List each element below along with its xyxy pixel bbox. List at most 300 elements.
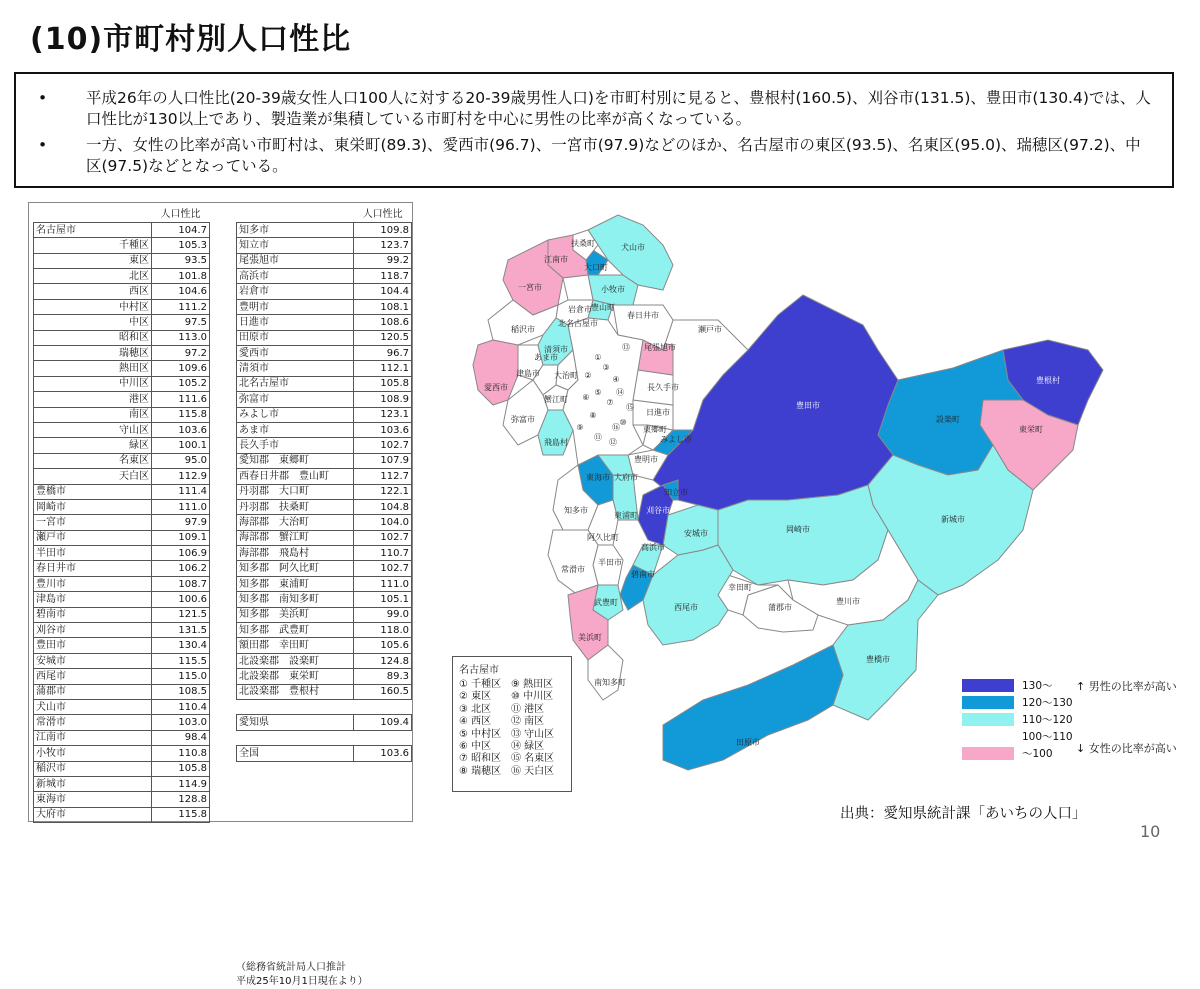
cell-name: 昭和区 <box>34 330 152 345</box>
cell-value: 110.7 <box>354 546 412 561</box>
table-row <box>237 638 412 653</box>
ward-legend-item: ① 千種区 <box>459 679 502 690</box>
cell-value: 109.8 <box>354 222 412 237</box>
cell-name: 豊橋市 <box>34 484 152 499</box>
table-row <box>237 222 412 237</box>
cell-value: 115.0 <box>152 669 210 684</box>
map-label: 大府市 <box>614 473 638 482</box>
source-citation: 出典：愛知県統計課「あいちの人口」 <box>840 806 1087 822</box>
ward-legend-item: ⑧ 瑞穂区 <box>459 765 502 777</box>
page-title: (10)市町村別人口性比 <box>30 22 352 57</box>
summary-box <box>14 72 1174 188</box>
table-row <box>34 715 210 730</box>
table-row <box>34 484 210 499</box>
cell-name: みよし市 <box>237 407 354 422</box>
table-row <box>34 700 210 715</box>
cell-name: 知多郡 東浦町 <box>237 576 354 591</box>
table-row <box>34 730 210 745</box>
cell-name: 大府市 <box>34 807 152 822</box>
cell-name: 守山区 <box>34 422 152 437</box>
cell-value: 118.7 <box>354 269 412 284</box>
cell-value: 103.0 <box>152 715 210 730</box>
table-row <box>237 623 412 638</box>
table-row <box>34 222 210 237</box>
color-legend <box>962 678 1177 763</box>
table-row <box>237 376 412 391</box>
nagoya-city-region <box>563 318 643 465</box>
table-row <box>34 315 210 330</box>
map-label: 弥富市 <box>511 415 535 424</box>
sex-ratio-table-left <box>33 207 210 823</box>
cell-value: 99.2 <box>354 253 412 268</box>
blank-row <box>237 730 412 745</box>
color-legend-row <box>962 695 1092 710</box>
cell-value: 109.4 <box>354 715 412 730</box>
cell-name: 一宮市 <box>34 515 152 530</box>
map-region <box>473 340 518 405</box>
cell-name: 瀬戸市 <box>34 530 152 545</box>
table-row <box>237 576 412 591</box>
cell-value: 97.5 <box>152 315 210 330</box>
ward-marker: ② <box>584 371 592 380</box>
bullet: • <box>38 89 48 107</box>
female-higher-note: ↓ 女性の比率が高い <box>1076 742 1177 755</box>
cell-name: 緑区 <box>34 438 152 453</box>
table-row <box>237 392 412 407</box>
cell-value: 105.8 <box>354 376 412 391</box>
table-row <box>34 453 210 468</box>
map-label: 岡崎市 <box>786 525 810 534</box>
cell-value <box>354 700 412 715</box>
table-header-row <box>34 207 210 222</box>
color-swatch <box>962 679 1014 692</box>
ward-marker: ⑦ <box>606 398 614 407</box>
ward-legend-item: ⑥ 中区 <box>459 741 492 753</box>
table-row <box>34 807 210 822</box>
cell-name: 中村区 <box>34 299 152 314</box>
cell-name: 常滑市 <box>34 715 152 730</box>
ward-marker: ⑯ <box>612 423 620 432</box>
cell-value: 108.5 <box>152 684 210 699</box>
ward-legend-column <box>511 679 563 778</box>
ward-marker: ⑬ <box>622 343 630 352</box>
summary-text: 平成26年の人口性比(20-39歳女性人口100人に対する20-39歳男性人口)を市町村別に見ると、豊根村(160.5)、刈谷市(131.5)、豊田市(130.4)では、人口性比が130以上であり、製造業が集積している市町村を中心に男性の比率が高くなっている。 <box>86 89 1151 128</box>
cell-value: 112.1 <box>354 361 412 376</box>
cell-value: 123.7 <box>354 238 412 253</box>
ward-legend-item: ③ 北区 <box>459 703 492 715</box>
map-label: みよし市 <box>660 435 692 444</box>
cell-value: 97.2 <box>152 346 210 361</box>
map-label: 碧南市 <box>631 570 655 579</box>
table-row <box>237 253 412 268</box>
cell-name: 北設楽郡 東栄町 <box>237 669 354 684</box>
map-label: 知多市 <box>564 506 588 515</box>
table-row <box>237 453 412 468</box>
map-label: 蟹江町 <box>544 395 568 404</box>
cell-value: 100.1 <box>152 438 210 453</box>
table-row <box>237 315 412 330</box>
cell-value: 124.8 <box>354 653 412 668</box>
table-row <box>237 422 412 437</box>
cell-value: 109.1 <box>152 530 210 545</box>
table-row <box>237 653 412 668</box>
ward-legend-item: ⑦ 昭和区 <box>459 753 502 765</box>
map-label: 東栄町 <box>1019 425 1043 434</box>
summary-item <box>34 88 1154 130</box>
map-label: 犬山市 <box>621 243 645 252</box>
cell-value: 96.7 <box>354 346 412 361</box>
map-label: 蒲郡市 <box>768 603 792 612</box>
ward-legend-item: ④ 西区 <box>459 716 492 728</box>
map-label: 東海市 <box>586 473 610 482</box>
table-row <box>34 238 210 253</box>
table-row <box>237 607 412 622</box>
map-label: 阿久比町 <box>587 533 619 542</box>
color-legend-label: 110～120 <box>1022 714 1073 726</box>
cell-value: 95.0 <box>152 453 210 468</box>
table-row <box>34 561 210 576</box>
cell-name <box>237 730 354 745</box>
cell-value: 108.9 <box>354 392 412 407</box>
ward-legend-item: ⑮ 名東区 <box>511 753 555 765</box>
cell-value: 111.0 <box>354 576 412 591</box>
cell-value: 111.0 <box>152 499 210 514</box>
note-line: （総務省統計局人口推計 <box>236 962 346 973</box>
ward-legend-item: ⑯ 天白区 <box>511 765 555 777</box>
bullet: • <box>38 136 48 154</box>
table-row <box>34 530 210 545</box>
table-row <box>237 684 412 699</box>
sex-ratio-table-right <box>236 207 412 762</box>
cell-name: 長久手市 <box>237 438 354 453</box>
cell-name: 港区 <box>34 392 152 407</box>
table-row <box>237 269 412 284</box>
table-row <box>237 238 412 253</box>
cell-value: 人口性比 <box>152 207 210 222</box>
map-label: 高浜市 <box>641 543 665 552</box>
color-legend-row <box>962 746 1092 761</box>
cell-value: 105.1 <box>354 592 412 607</box>
table-row <box>34 330 210 345</box>
table-row <box>237 484 412 499</box>
summary-item <box>34 135 1154 177</box>
ward-legend-item: ⑪ 港区 <box>511 703 545 715</box>
map-label: 新城市 <box>941 515 965 524</box>
ward-legend-item: ⑤ 中村区 <box>459 728 502 740</box>
cell-name: 知多郡 阿久比町 <box>237 561 354 576</box>
map-label: 知立市 <box>664 488 688 497</box>
cell-value: 111.6 <box>152 392 210 407</box>
color-legend-row <box>962 712 1092 727</box>
table-row <box>34 746 210 761</box>
color-legend-row <box>962 729 1092 744</box>
cell-value: 112.9 <box>152 469 210 484</box>
cell-name: 豊川市 <box>34 576 152 591</box>
ward-legend-item: ⑩ 中川区 <box>511 691 554 703</box>
cell-name: 丹羽郡 大口町 <box>237 484 354 499</box>
ward-marker: ⑭ <box>616 388 624 397</box>
cell-name <box>237 207 354 222</box>
map-label: 稲沢市 <box>511 325 535 334</box>
table-row <box>34 269 210 284</box>
cell-name: 西春日井郡 豊山町 <box>237 469 354 484</box>
table-row <box>237 438 412 453</box>
cell-value: 115.8 <box>152 807 210 822</box>
cell-name: 碧南市 <box>34 607 152 622</box>
cell-name: 海部郡 飛島村 <box>237 546 354 561</box>
table-row <box>34 761 210 776</box>
cell-name: 知多郡 南知多町 <box>237 592 354 607</box>
cell-name: 南区 <box>34 407 152 422</box>
map-label: 設楽町 <box>936 415 960 424</box>
blank-row <box>237 700 412 715</box>
cell-name: 知立市 <box>237 238 354 253</box>
cell-name <box>34 207 152 222</box>
cell-value: 102.7 <box>354 438 412 453</box>
cell-name: 西区 <box>34 284 152 299</box>
cell-value: 93.5 <box>152 253 210 268</box>
data-source-note <box>236 961 368 989</box>
map-label: 西尾市 <box>674 603 698 612</box>
cell-value: 105.3 <box>152 238 210 253</box>
table-row <box>34 438 210 453</box>
map-label: 豊根村 <box>1036 376 1060 385</box>
cell-value: 104.6 <box>152 284 210 299</box>
cell-name: あま市 <box>237 422 354 437</box>
cell-value: 122.1 <box>354 484 412 499</box>
color-swatch <box>962 730 1014 743</box>
cell-value: 112.7 <box>354 469 412 484</box>
cell-value: 99.0 <box>354 607 412 622</box>
ward-marker: ⑩ <box>619 418 627 427</box>
map-label: 瀬戸市 <box>698 325 722 334</box>
cell-value: 102.7 <box>354 530 412 545</box>
cell-name: 高浜市 <box>237 269 354 284</box>
cell-value: 115.5 <box>152 653 210 668</box>
table-row <box>34 407 210 422</box>
color-legend-label: 120～130 <box>1022 697 1073 709</box>
cell-name: 知多郡 美浜町 <box>237 607 354 622</box>
cell-value: 103.6 <box>354 422 412 437</box>
table-row <box>34 469 210 484</box>
ward-legend-item: ② 東区 <box>459 691 492 703</box>
table-row <box>34 638 210 653</box>
cell-name: 天白区 <box>34 469 152 484</box>
cell-name: 岡崎市 <box>34 499 152 514</box>
cell-value: 110.4 <box>152 700 210 715</box>
ward-legend-item: ⑭ 緑区 <box>511 741 545 753</box>
table-row <box>237 546 412 561</box>
cell-name: 犬山市 <box>34 700 152 715</box>
cell-name: 北設楽郡 設楽町 <box>237 653 354 668</box>
table-row <box>34 669 210 684</box>
cell-value: 108.6 <box>354 315 412 330</box>
cell-value: 108.1 <box>354 299 412 314</box>
cell-name <box>237 700 354 715</box>
table-row <box>237 592 412 607</box>
table-header-row <box>237 207 412 222</box>
table-row <box>34 422 210 437</box>
table-row <box>34 299 210 314</box>
table-row <box>34 284 210 299</box>
cell-name: 愛知県 <box>237 715 354 730</box>
color-swatch <box>962 713 1014 726</box>
ward-marker: ⑥ <box>582 393 590 402</box>
cell-value: 115.8 <box>152 407 210 422</box>
cell-value: 130.4 <box>152 638 210 653</box>
table-row <box>237 669 412 684</box>
map-label: あま市 <box>534 353 558 362</box>
table-row <box>34 684 210 699</box>
cell-name: 愛西市 <box>237 346 354 361</box>
cell-value: 114.9 <box>152 776 210 791</box>
table-row <box>34 499 210 514</box>
cell-name: 知多郡 武豊町 <box>237 623 354 638</box>
cell-value: 89.3 <box>354 669 412 684</box>
map-label: 豊山町 <box>591 303 615 312</box>
cell-value: 104.8 <box>354 499 412 514</box>
map-label: 一宮市 <box>518 283 542 292</box>
ward-legend-item: ⑬ 守山区 <box>511 728 555 740</box>
table-row <box>34 592 210 607</box>
table-row <box>34 392 210 407</box>
map-region <box>563 275 593 300</box>
cell-name: 豊田市 <box>34 638 152 653</box>
cell-name: 熱田区 <box>34 361 152 376</box>
cell-value: 106.9 <box>152 546 210 561</box>
cell-name: 丹羽郡 扶桑町 <box>237 499 354 514</box>
cell-name: 全国 <box>237 746 354 761</box>
cell-value: 100.6 <box>152 592 210 607</box>
table-row <box>34 376 210 391</box>
cell-name: 田原市 <box>237 330 354 345</box>
map-label: 南知多町 <box>594 678 626 687</box>
cell-value: 105.6 <box>354 638 412 653</box>
cell-value: 97.9 <box>152 515 210 530</box>
map-label: 豊明市 <box>634 455 658 464</box>
cell-name: 北名古屋市 <box>237 376 354 391</box>
ward-legend-title: 名古屋市 <box>459 665 499 676</box>
cell-value: 118.0 <box>354 623 412 638</box>
ward-marker: ④ <box>612 375 620 384</box>
map-label: 扶桑町 <box>571 239 595 248</box>
table-row <box>34 515 210 530</box>
table-row <box>237 284 412 299</box>
cell-name: 瑞穂区 <box>34 346 152 361</box>
table-row <box>34 607 210 622</box>
map-label: 東浦町 <box>614 511 638 520</box>
table-row <box>237 361 412 376</box>
cell-name: 弥富市 <box>237 392 354 407</box>
color-legend-label: 130～ <box>1022 680 1053 692</box>
cell-name: 海部郡 蟹江町 <box>237 530 354 545</box>
cell-value: 120.5 <box>354 330 412 345</box>
ward-marker: ⑨ <box>576 423 584 432</box>
male-higher-note: ↑ 男性の比率が高い <box>1076 680 1177 693</box>
map-label: 田原市 <box>736 738 760 747</box>
cell-name: 額田郡 幸田町 <box>237 638 354 653</box>
cell-name: 清須市 <box>237 361 354 376</box>
cell-name: 東区 <box>34 253 152 268</box>
color-legend-label: ～100 <box>1022 748 1053 760</box>
nagoya-ward-legend <box>452 656 572 792</box>
ward-marker: ⑤ <box>594 388 602 397</box>
ward-marker: ⑮ <box>626 403 634 412</box>
cell-value: 109.6 <box>152 361 210 376</box>
map-label: 大治町 <box>554 371 578 380</box>
cell-name: 海部郡 大治町 <box>237 515 354 530</box>
cell-name: 半田市 <box>34 546 152 561</box>
cell-name: 春日井市 <box>34 561 152 576</box>
map-label: 津島市 <box>516 369 540 378</box>
cell-name: 愛知郡 東郷町 <box>237 453 354 468</box>
cell-value: 103.6 <box>152 422 210 437</box>
cell-name: 北設楽郡 豊根村 <box>237 684 354 699</box>
cell-name: 豊明市 <box>237 299 354 314</box>
table-row <box>237 530 412 545</box>
table-row <box>34 792 210 807</box>
cell-value: 111.4 <box>152 484 210 499</box>
cell-name: 中川区 <box>34 376 152 391</box>
cell-value: 98.4 <box>152 730 210 745</box>
map-region <box>663 645 843 770</box>
cell-value: 104.4 <box>354 284 412 299</box>
cell-name: 安城市 <box>34 653 152 668</box>
cell-name: 千種区 <box>34 238 152 253</box>
map-label: 刈谷市 <box>646 506 670 515</box>
cell-name: 津島市 <box>34 592 152 607</box>
table-row <box>34 776 210 791</box>
cell-name: 新城市 <box>34 776 152 791</box>
table-row <box>237 515 412 530</box>
map-label: 岩倉市 <box>568 305 592 314</box>
map-label: 安城市 <box>684 529 708 538</box>
cell-value: 131.5 <box>152 623 210 638</box>
cell-value: 108.7 <box>152 576 210 591</box>
map-label: 常滑市 <box>561 565 585 574</box>
table-row <box>34 346 210 361</box>
map-label: 豊橋市 <box>866 655 890 664</box>
ward-legend-item: ⑨ 熱田区 <box>511 679 554 690</box>
table-row <box>237 499 412 514</box>
prefecture-row <box>237 715 412 730</box>
cell-name: 中区 <box>34 315 152 330</box>
color-swatch <box>962 747 1014 760</box>
cell-value: 人口性比 <box>354 207 412 222</box>
cell-value: 107.9 <box>354 453 412 468</box>
cell-name: 西尾市 <box>34 669 152 684</box>
cell-name: 日進市 <box>237 315 354 330</box>
cell-value: 121.5 <box>152 607 210 622</box>
map-label: 豊川市 <box>836 597 860 606</box>
cell-name: 北区 <box>34 269 152 284</box>
map-label: 北名古屋市 <box>558 319 598 328</box>
note-line: 平成25年10月1日現在より） <box>236 976 368 987</box>
national-row <box>237 746 412 761</box>
cell-value: 160.5 <box>354 684 412 699</box>
ward-marker: ⑫ <box>609 438 617 447</box>
map-label: 東郷町 <box>643 425 667 434</box>
cell-name: 江南市 <box>34 730 152 745</box>
table-row <box>34 576 210 591</box>
ward-marker: ① <box>594 353 602 362</box>
map-label: 半田市 <box>598 558 622 567</box>
map-label: 愛西市 <box>484 383 508 392</box>
ward-legend-item: ⑫ 南区 <box>511 716 545 728</box>
map-label: 大口町 <box>584 263 608 272</box>
map-label: 幸田町 <box>728 583 752 592</box>
table-row <box>237 407 412 422</box>
